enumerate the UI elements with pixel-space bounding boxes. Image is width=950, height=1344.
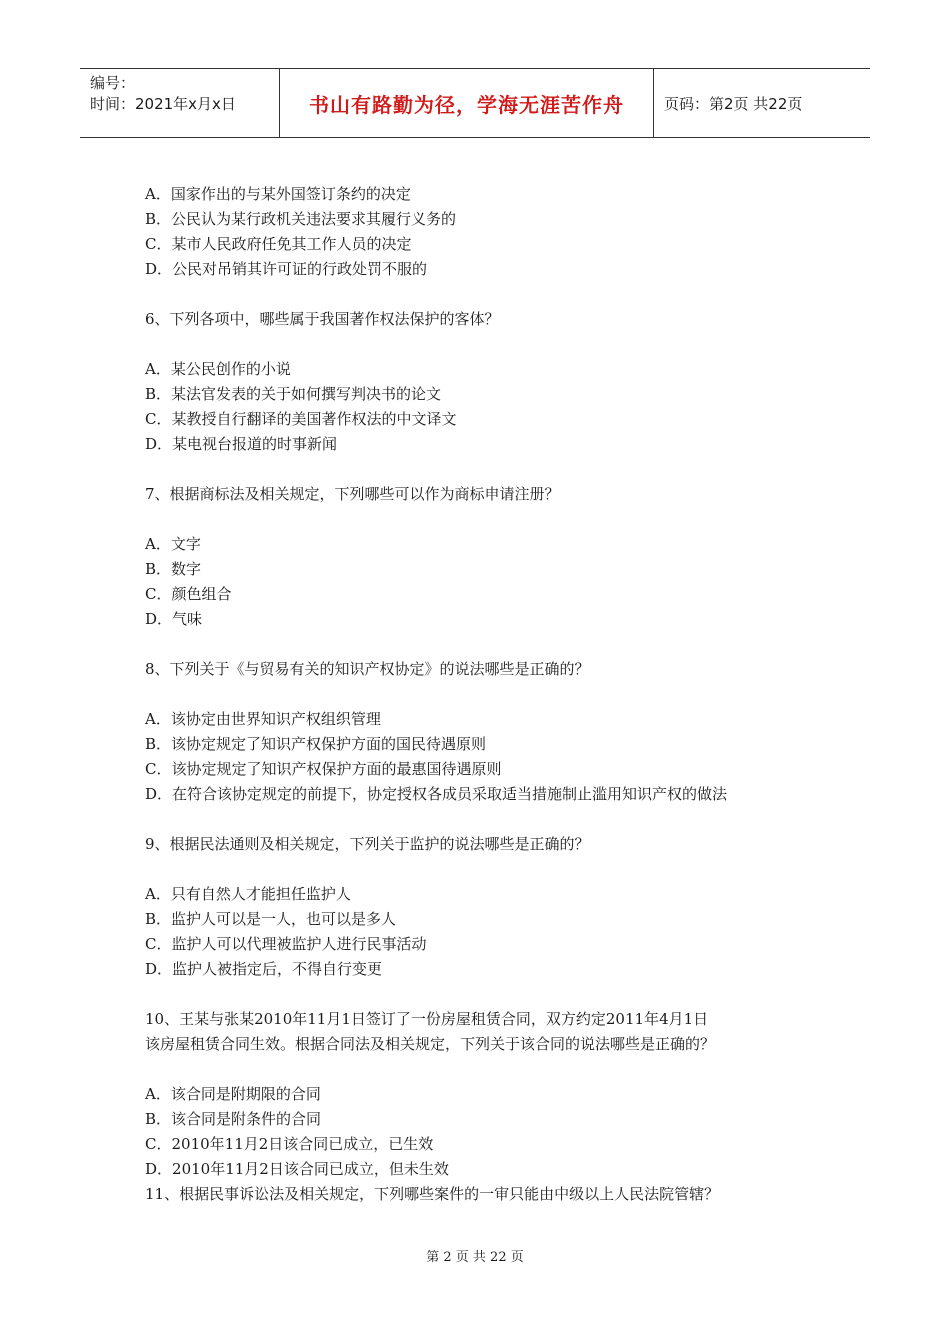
text-line: A．该协定由世界知识产权组织管理: [145, 710, 381, 728]
page-footer: 第 2 页 共 22 页: [426, 1250, 524, 1265]
text-line: C．颜色组合: [145, 585, 232, 603]
block-gap: [145, 857, 805, 882]
text-line: C．该协定规定了知识产权保护方面的最惠国待遇原则: [145, 760, 502, 778]
block-gap: [145, 982, 805, 1007]
text-line: A．只有自然人才能担任监护人: [145, 885, 351, 903]
text-line: 9、根据民法通则及相关规定，下列关于监护的说法哪些是正确的？: [145, 835, 590, 853]
text-line: 10、王某与张某2010年11月1日签订了一份房屋租赁合同，双方约定2011年4月1日: [145, 1010, 709, 1028]
time-label: 时间：2021年x月x日: [90, 95, 236, 113]
text-line: A．文字: [145, 535, 201, 553]
text-line: B．监护人可以是一人，也可以是多人: [145, 910, 397, 928]
text-line: 该房屋租赁合同生效。根据合同法及相关规定，下列关于该合同的说法哪些是正确的？: [145, 1035, 716, 1053]
text-line: B．某法官发表的关于如何撰写判决书的论文: [145, 385, 442, 403]
text-line: 7、根据商标法及相关规定，下列哪些可以作为商标申请注册？: [145, 485, 560, 503]
text-line: A．某公民创作的小说: [145, 360, 291, 378]
text-line: C．监护人可以代理被监护人进行民事活动: [145, 935, 427, 953]
text-line: C．某教授自行翻译的美国著作权法的中文译文: [145, 410, 457, 428]
text-line: D．公民对吊销其许可证的行政处罚不服的: [145, 260, 428, 278]
text-line: B．该合同是附条件的合同: [145, 1110, 322, 1128]
block-gap: [145, 282, 805, 307]
serial-label: 编号：: [90, 74, 136, 92]
block-gap: [145, 807, 805, 832]
header-meta: [80, 69, 280, 137]
text-line: B．公民认为某行政机关违法要求其履行义务的: [145, 210, 457, 228]
document-body: [145, 182, 805, 1207]
text-line: 11、根据民事诉讼法及相关规定，下列哪些案件的一审只能由中级以上人民法院管辖？: [145, 1185, 720, 1203]
header-page-info: 页码：第2页 共22页: [664, 94, 803, 113]
block-gap: [145, 507, 805, 532]
text-line: B．该协定规定了知识产权保护方面的国民待遇原则: [145, 735, 487, 753]
text-line: C．某市人民政府任免其工作人员的决定: [145, 235, 412, 253]
page-header: [80, 68, 870, 138]
header-motto: 书山有路勤为径，学海无涯苦作舟: [280, 69, 654, 137]
text-line: 8、下列关于《与贸易有关的知识产权协定》的说法哪些是正确的？: [145, 660, 590, 678]
text-line: A．该合同是附期限的合同: [145, 1085, 321, 1103]
text-line: C．2010年11月2日该合同已成立，已生效: [145, 1135, 434, 1153]
text-line: D．2010年11月2日该合同已成立，但未生效: [145, 1160, 449, 1178]
text-line: D．监护人被指定后，不得自行变更: [145, 960, 383, 978]
text-line: D．气味: [145, 610, 203, 628]
text-line: D．在符合该协定规定的前提下，协定授权各成员采取适当措施制止滥用知识产权的做法: [145, 785, 728, 803]
block-gap: [145, 457, 805, 482]
text-line: B．数字: [145, 560, 202, 578]
text-line: A．国家作出的与某外国签订条约的决定: [145, 185, 411, 203]
text-line: 6、下列各项中，哪些属于我国著作权法保护的客体？: [145, 310, 500, 328]
text-line: D．某电视台报道的时事新闻: [145, 435, 338, 453]
block-gap: [145, 682, 805, 707]
block-gap: [145, 632, 805, 657]
block-gap: [145, 332, 805, 357]
block-gap: [145, 1057, 805, 1082]
